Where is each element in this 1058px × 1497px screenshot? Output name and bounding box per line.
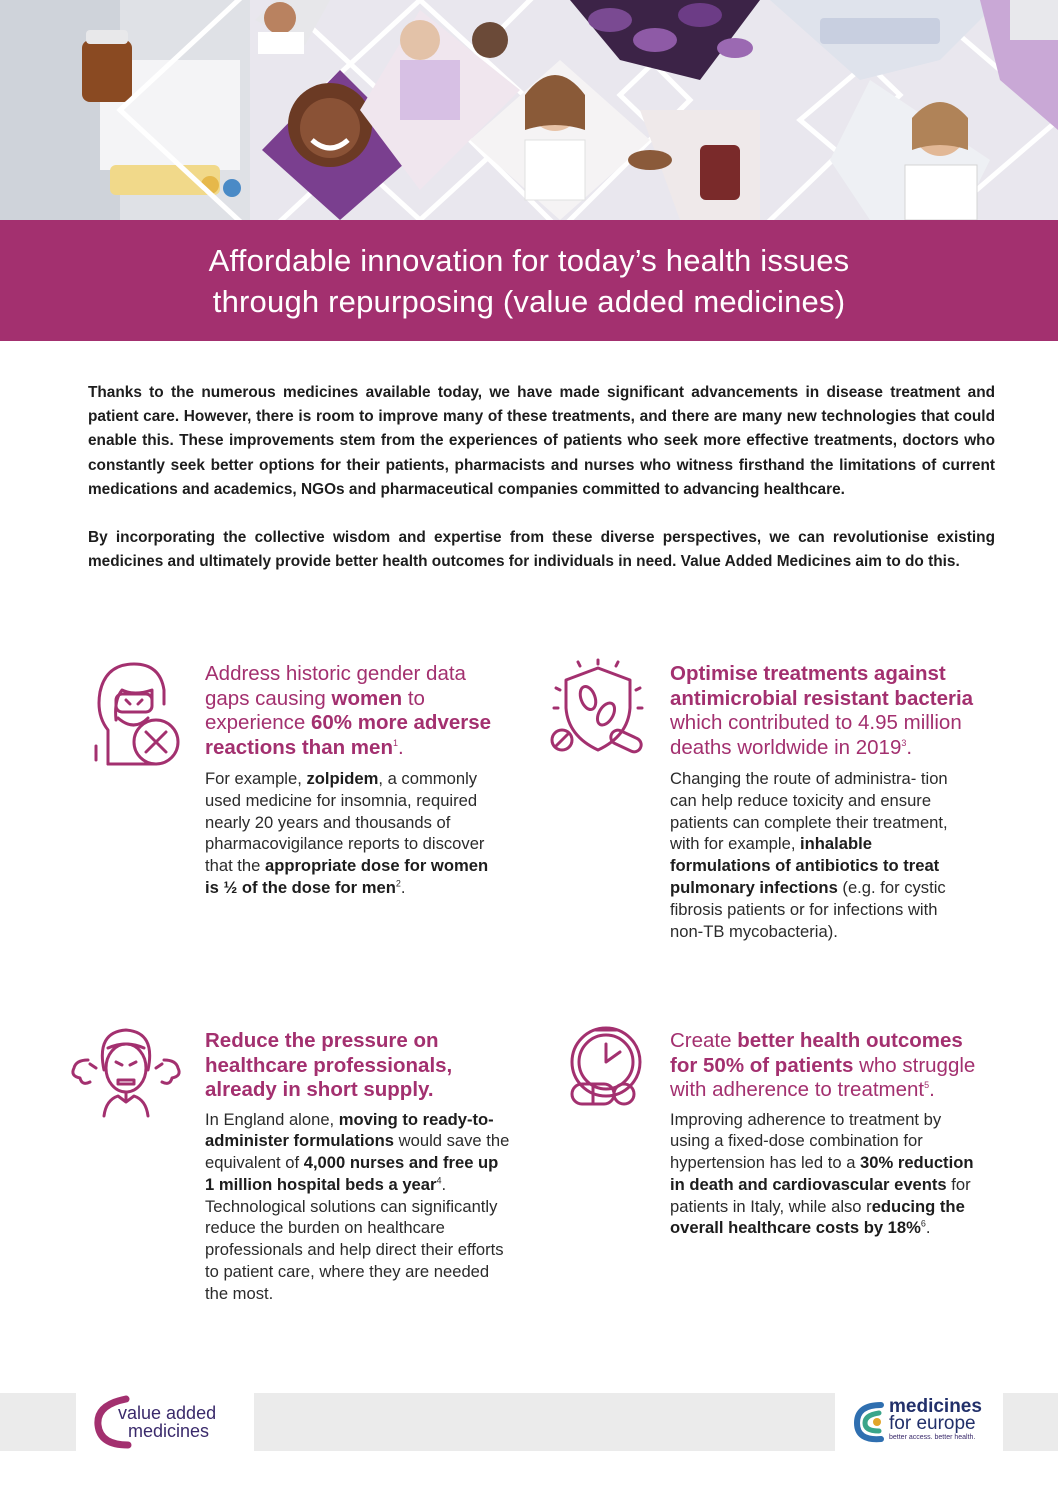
- bacteria-shield-icon: [548, 658, 648, 763]
- mfe-tagline: better access. better health.: [889, 1434, 976, 1441]
- medicines-for-europe-logo[interactable]: [835, 1393, 1003, 1451]
- gender-gap-body: For example, zolpidem, a commonly used medicine for insomnia, required nearly 20 years and thousands of pharmacovigilance reports to discover that the appropriate dose for women is ½ of the dose for men$^2$.: [205, 769, 489, 897]
- adherence-block: [670, 1029, 990, 1239]
- gender-gap-heading: Address historic gender data gaps causing women to experience 60% more adverse reactions than men$^1$.: [205, 662, 492, 759]
- pressure-heading: Reduce the pressure on healthcare professionals, already in short supply.: [205, 1029, 453, 1101]
- vam-logo-text: value added medicines: [118, 1403, 217, 1441]
- adherence-heading: Create better health outcomes for 50% of patients who struggle with adherence to treatment$^5$.: [670, 1029, 976, 1101]
- amr-block: [670, 662, 990, 942]
- mfe-logo-text: medicines for europe: [889, 1396, 982, 1434]
- intro-text: [88, 381, 995, 598]
- intro-paragraph-2: By incorporating the collective wisdom and expertise from these diverse perspectives, we can revolutionise existing medicines and ultimately provide better health outcomes for individuals in need. Value Added Medicines aim to do this.: [88, 529, 995, 571]
- gender-gap-block: [205, 662, 505, 899]
- amr-body: Changing the route of administra- tion can help reduce toxicity and ensure patients can complete their treatment, with for example, inhalable formulations of antibiotics to treat pulmonary infections (e.g. for cystic fibrosis patients or for infections with non-TB mycobacteria).: [670, 769, 948, 941]
- stressed-nurse-icon: [66, 1020, 186, 1125]
- title-banner: [0, 220, 1058, 341]
- page-title-line-1: Affordable innovation for today’s health issues: [208, 242, 850, 278]
- mfe-swirl-icon: [853, 1399, 887, 1445]
- photo-doctor-pills: [0, 0, 250, 220]
- page-title-line-2: through repurposing (value added medicines): [212, 283, 846, 319]
- amr-heading: Optimise treatments against antimicrobial resistant bacteria which contributed to 4.95 million deaths worldwide in 2019$^3$.: [670, 662, 974, 759]
- intro-paragraph-1: Thanks to the numerous medicines available today, we have made significant advancements in disease treatment and patient care. However, there is room to improve many of these treatments, and there are many new technologies that could enable this. These improvements stem from the experiences of patients who seek more effective treatments, doctors who constantly seek better options for their patients, pharmacists and nurses who witness firsthand the limitations of current medications and academics, NGOs and pharmaceutical companies committed to advancing healthcare.: [88, 384, 995, 498]
- pressure-body: In England alone, moving to ready-to-administer formulations would save the equivalent of 4,000 nurses and free up 1 million hospital beds a year$^4$. Technological solutions can significantly reduce the burden on healthcare professionals and help direct their efforts to patient care, where they are needed the most.: [205, 1109, 510, 1303]
- value-added-medicines-logo[interactable]: [76, 1393, 254, 1451]
- adherence-body: Improving adherence to treatment by using a fixed-dose combination for hypertension has led to a 30% reduction in death and cardiovascular events for patients in Italy, while also reducing the overall healthcare costs by 18%$^6$.: [670, 1109, 974, 1238]
- pressure-block: [205, 1029, 510, 1305]
- clock-pill-icon: [566, 1022, 646, 1117]
- woman-adverse-reaction-icon: [86, 660, 186, 775]
- hero-photo-collage: [0, 0, 1058, 220]
- footer-bar: [0, 1393, 1058, 1451]
